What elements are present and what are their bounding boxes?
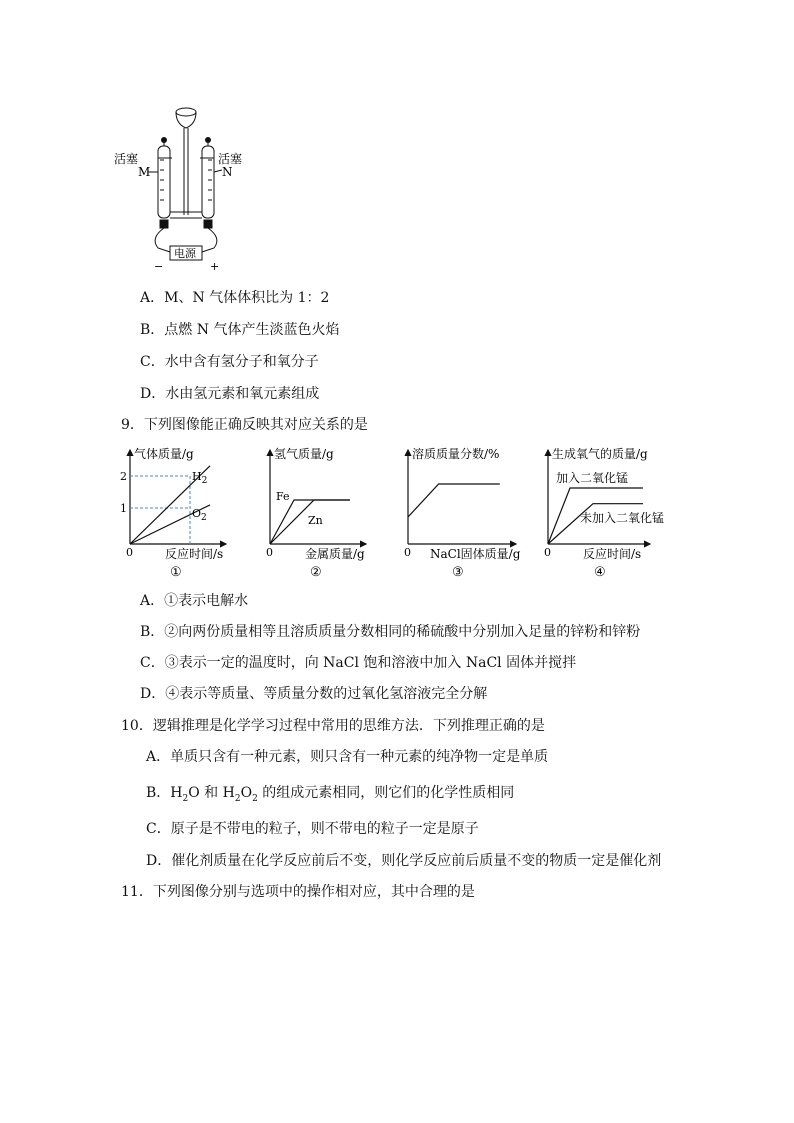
chart3-series bbox=[408, 484, 500, 517]
chart2-origin: 0 bbox=[266, 546, 273, 559]
chart1-origin: 0 bbox=[126, 546, 133, 559]
q9-option-d: D．④表示等质量、等质量分数的过氧化氢溶液完全分解 bbox=[140, 686, 488, 702]
chart1-xlabel: 反应时间/s bbox=[165, 547, 224, 561]
chart4-origin: 0 bbox=[544, 546, 551, 559]
chart1-caption: ① bbox=[170, 565, 182, 580]
chart3-caption: ③ bbox=[452, 565, 464, 580]
tube-label-n: N bbox=[222, 165, 233, 179]
chart-2 bbox=[250, 440, 380, 582]
chart2-xlabel: 金属质量/g bbox=[305, 547, 365, 561]
chart1-ytick-1: 1 bbox=[120, 502, 127, 515]
q10-option-a: A．单质只含有一种元素，则只含有一种元素的纯净物一定是单质 bbox=[146, 749, 549, 765]
chart2-caption: ② bbox=[310, 565, 322, 580]
stopcock-label-left: 活塞 bbox=[114, 152, 139, 166]
q8-option-a: A．M、N 气体体积比为 1：2 bbox=[140, 290, 330, 306]
chart4-label-without-mno2: 未加入二氧化锰 bbox=[580, 511, 665, 525]
chart-1 bbox=[110, 440, 240, 582]
stopcock-label-right: 活塞 bbox=[218, 152, 243, 166]
q9-option-c: C．③表示一定的温度时，向 NaCl 饱和溶液中加入 NaCl 固体并搅拌 bbox=[140, 655, 577, 671]
chart3-ylabel: 溶质质量分数/% bbox=[412, 447, 500, 461]
tube-label-m: M bbox=[138, 165, 151, 179]
chart1-label-h2: $H_2$ bbox=[192, 470, 208, 486]
chart1-ylabel: 气体质量/g bbox=[134, 447, 194, 461]
chart2-ylabel: 氢气质量/g bbox=[274, 447, 334, 461]
chart4-label-with-mno2: 加入二氧化锰 bbox=[556, 471, 629, 485]
chart1-label-o2: $O_2$ bbox=[192, 507, 207, 523]
q9-option-b: B．②向两份质量相等且溶质质量分数相同的稀硫酸中分别加入足量的锌粉和锌粉 bbox=[140, 624, 641, 640]
q8-option-b: B．点燃 N 气体产生淡蓝色火焰 bbox=[140, 322, 340, 338]
power-plus: + bbox=[210, 260, 220, 273]
chart4-ylabel: 生成氧气的质量/g bbox=[552, 447, 648, 461]
chart2-label-zn: Zn bbox=[308, 514, 323, 527]
power-minus: − bbox=[154, 260, 164, 273]
chart1-ytick-2: 2 bbox=[120, 470, 127, 483]
chart4-xlabel: 反应时间/s bbox=[583, 547, 642, 561]
q8-option-c: C．水中含有氢分子和氧分子 bbox=[140, 354, 319, 370]
q9-stem: 9．下列图像能正确反映其对应关系的是 bbox=[121, 417, 368, 433]
q10-option-d: D．催化剂质量在化学反应前后不变，则化学反应前后质量不变的物质一定是催化剂 bbox=[146, 853, 662, 869]
chart3-xlabel: NaCl固体质量/g bbox=[430, 547, 521, 561]
power-label: 电源 bbox=[174, 247, 196, 260]
q11-stem: 11．下列图像分别与选项中的操作相对应，其中合理的是 bbox=[121, 884, 475, 900]
chart3-origin: 0 bbox=[404, 546, 411, 559]
q8-option-d: D．水由氢元素和氧元素组成 bbox=[140, 386, 320, 402]
q10-stem: 10．逻辑推理是化学学习过程中常用的思维方法．下列推理正确的是 bbox=[121, 718, 545, 734]
chart4-caption: ④ bbox=[594, 565, 606, 580]
q10-option-b: B．$H_2O$ 和 $H_2O_2$ 的组成元素相同，则它们的化学性质相同 bbox=[146, 785, 515, 804]
q9-option-a: A．①表示电解水 bbox=[140, 593, 249, 609]
q10-option-c: C．原子是不带电的粒子，则不带电的粒子一定是原子 bbox=[146, 821, 479, 837]
electrolysis-apparatus bbox=[114, 100, 250, 278]
chart2-label-fe: Fe bbox=[276, 490, 290, 503]
chart-4 bbox=[528, 440, 678, 582]
chart-3 bbox=[388, 440, 528, 582]
